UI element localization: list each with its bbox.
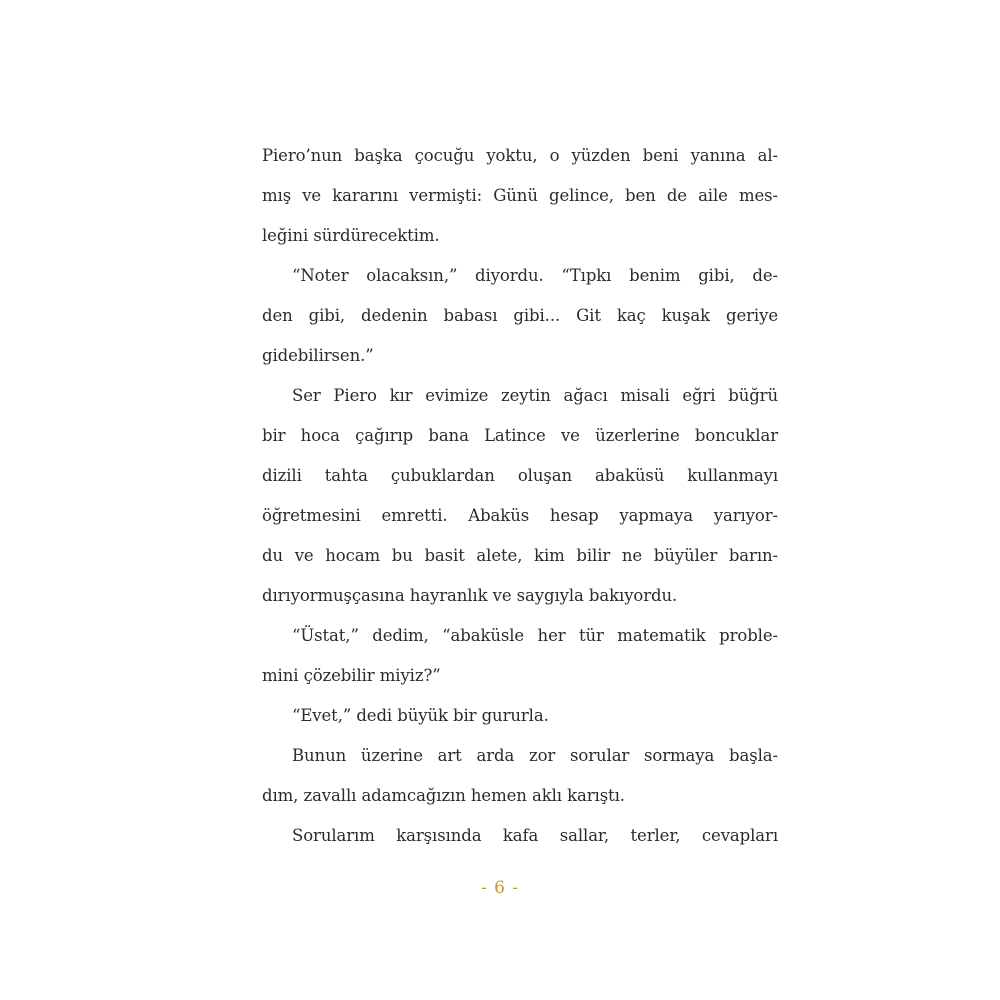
text-line: den gibi, dedenin babası gibi... Git kaç kuşak geriye — [262, 306, 778, 325]
text-line: gidebilirsen.” — [262, 346, 374, 365]
text-line: dizili tahta çubuklardan oluşan abaküsü kullanmayı — [262, 466, 778, 485]
text-line: dırıyormuşçasına hayranlık ve saygıyla bakıyordu. — [262, 586, 678, 605]
text-line: öğretmesini emretti. Abaküs hesap yapmaya yarıyor- — [262, 506, 778, 525]
text-line: “Evet,” dedi büyük bir gururla. — [292, 706, 549, 725]
text-line: Bunun üzerine art arda zor sorular sormaya başla- — [292, 746, 778, 765]
text-line: “Üstat,” dedim, “abaküsle her tür matematik proble- — [292, 626, 778, 645]
text-line: Piero’nun başka çocuğu yoktu, o yüzden beni yanına al- — [262, 146, 778, 165]
text-line: mini çözebilir miyiz?” — [262, 666, 441, 685]
text-line: “Noter olacaksın,” diyordu. “Tıpkı benim gibi, de- — [292, 266, 778, 285]
text-line: Sorularım karşısında kafa sallar, terler, cevapları — [292, 826, 778, 845]
text-line: Ser Piero kır evimize zeytin ağacı misali eğri büğrü — [292, 386, 778, 405]
text-line: bir hoca çağırıp bana Latince ve üzerlerine boncuklar — [262, 426, 778, 445]
page-number: - 6 - — [480, 878, 520, 898]
text-line: leğini sürdürecektim. — [262, 226, 440, 245]
text-line: dım, zavallı adamcağızın hemen aklı karıştı. — [262, 786, 625, 805]
text-line: mış ve kararını vermişti: Günü gelince, ben de aile mes- — [262, 186, 778, 205]
text-line: du ve hocam bu basit alete, kim bilir ne büyüler barın- — [262, 546, 778, 565]
